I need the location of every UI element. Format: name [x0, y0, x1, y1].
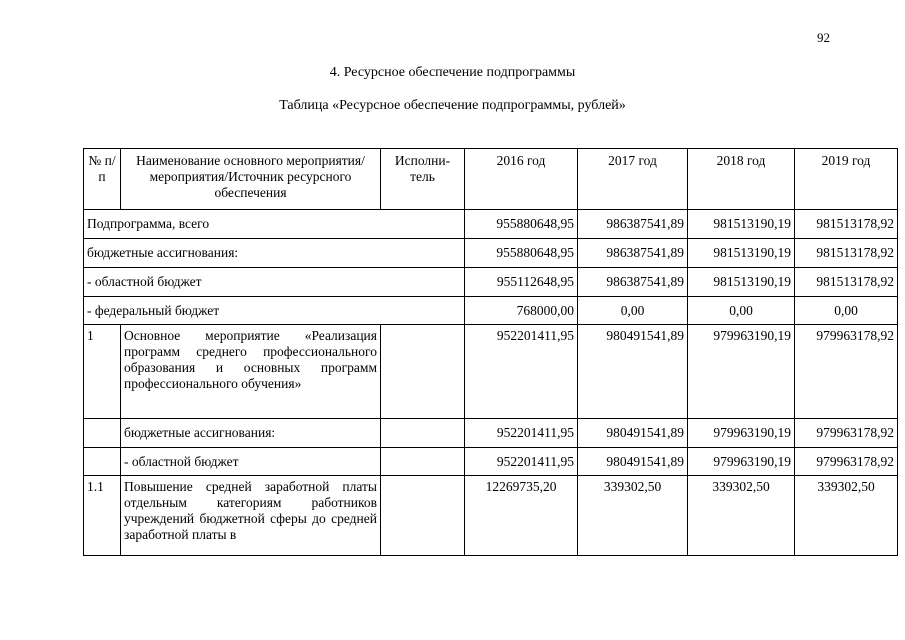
table-row [84, 297, 898, 325]
executor-cell [381, 448, 465, 476]
value-2017: 986387541,89 [578, 210, 688, 239]
value-2018: 979963190,19 [688, 419, 795, 448]
value-2018: 339302,50 [688, 476, 795, 556]
row-label: Подпрограмма, всего [84, 210, 465, 239]
table-row [84, 448, 898, 476]
value-2016: 955880648,95 [465, 239, 578, 268]
header-2018: 2018 год [688, 149, 795, 210]
value-2018: 979963190,19 [688, 325, 795, 419]
value-2016: 955112648,95 [465, 268, 578, 297]
header-executor: Исполни-тель [381, 149, 465, 210]
value-2016: 952201411,95 [465, 448, 578, 476]
value-2019: 981513178,92 [795, 239, 898, 268]
value-2019: 981513178,92 [795, 268, 898, 297]
executor-cell [381, 419, 465, 448]
row-label: - областной бюджет [84, 268, 465, 297]
value-2019: 979963178,92 [795, 448, 898, 476]
row-number: 1.1 [84, 476, 121, 556]
header-2019: 2019 год [795, 149, 898, 210]
row-number: 1 [84, 325, 121, 419]
activity-name: Основное мероприятие «Реализация программ среднего профессионального образования и основных программ профессионального обучения» [121, 325, 381, 419]
value-2017: 986387541,89 [578, 239, 688, 268]
value-2016: 768000,00 [465, 297, 578, 325]
page-number: 92 [817, 30, 830, 45]
activity-name: бюджетные ассигнования: [121, 419, 381, 448]
value-2019: 981513178,92 [795, 210, 898, 239]
value-2019: 979963178,92 [795, 419, 898, 448]
value-2018: 981513190,19 [688, 210, 795, 239]
value-2019: 979963178,92 [795, 325, 898, 419]
value-2016: 952201411,95 [465, 325, 578, 419]
table-title: Таблица «Ресурсное обеспечение подпрограммы, рублей» [279, 98, 626, 113]
value-2017: 980491541,89 [578, 325, 688, 419]
value-2017: 980491541,89 [578, 448, 688, 476]
header-name: Наименование основного мероприятия/мероприятия/Источник ресурсного обеспечения [121, 149, 381, 210]
header-num: № п/п [84, 149, 121, 210]
table-row [84, 476, 898, 556]
table-row [84, 210, 898, 239]
value-2019: 339302,50 [795, 476, 898, 556]
value-2018: 0,00 [688, 297, 795, 325]
row-number [84, 419, 121, 448]
table-row [84, 419, 898, 448]
row-number [84, 448, 121, 476]
value-2017: 980491541,89 [578, 419, 688, 448]
value-2017: 0,00 [578, 297, 688, 325]
value-2017: 339302,50 [578, 476, 688, 556]
header-2016: 2016 год [465, 149, 578, 210]
section-title: 4. Ресурсное обеспечение подпрограммы [329, 65, 576, 80]
row-label: - федеральный бюджет [84, 297, 465, 325]
value-2016: 952201411,95 [465, 419, 578, 448]
value-2018: 979963190,19 [688, 448, 795, 476]
resource-table [83, 148, 898, 556]
value-2019: 0,00 [795, 297, 898, 325]
value-2016: 12269735,20 [465, 476, 578, 556]
value-2016: 955880648,95 [465, 210, 578, 239]
value-2017: 986387541,89 [578, 268, 688, 297]
executor-cell [381, 476, 465, 556]
table-row [84, 325, 898, 419]
table-header-row [84, 149, 898, 210]
activity-name: - областной бюджет [121, 448, 381, 476]
executor-cell [381, 325, 465, 419]
value-2018: 981513190,19 [688, 239, 795, 268]
header-2017: 2017 год [578, 149, 688, 210]
table-row [84, 268, 898, 297]
value-2018: 981513190,19 [688, 268, 795, 297]
table-row [84, 239, 898, 268]
row-label: бюджетные ассигнования: [84, 239, 465, 268]
activity-name: Повышение средней заработной платы отдельным категориям работников учреждений бюджетной сферы до средней заработной платы в [121, 476, 381, 556]
